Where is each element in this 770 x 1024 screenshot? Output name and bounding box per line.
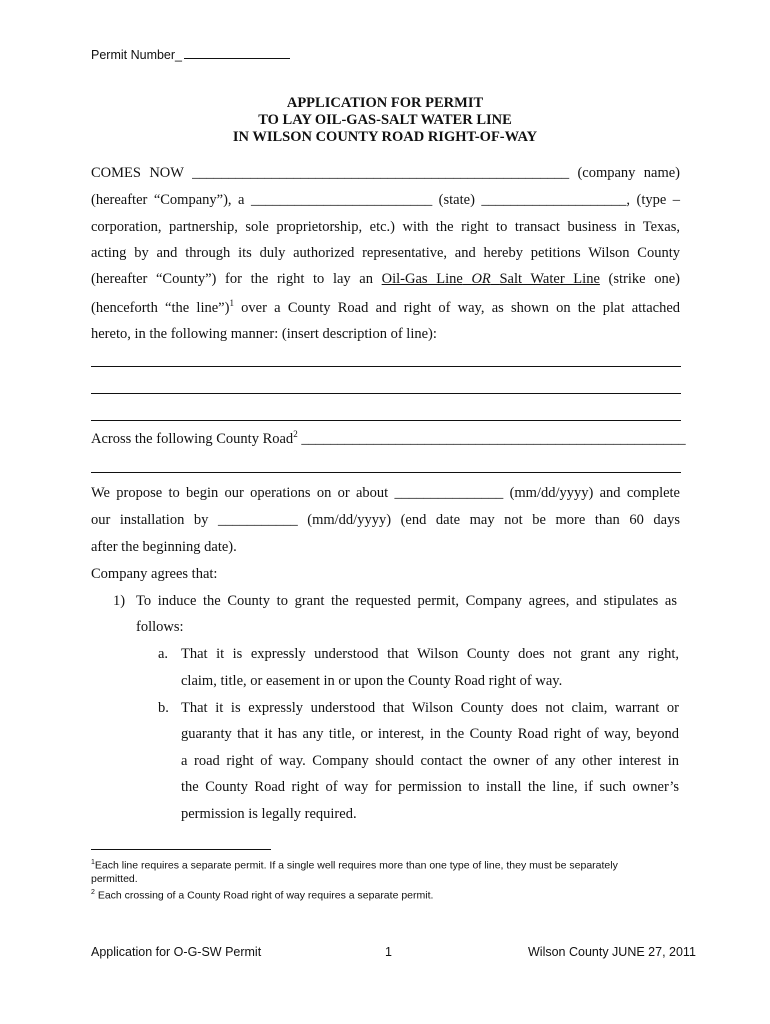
- body-line-7: hereto, in the following manner: (insert description of line):: [91, 326, 437, 342]
- title-line-2: TO LAY OIL-GAS-SALT WATER LINE: [258, 112, 512, 128]
- permit-number-blank[interactable]: [184, 48, 290, 59]
- item-a-line-1: That it is expressly understood that Wilson County does not grant any right,: [181, 646, 679, 662]
- county-road-blank[interactable]: _____________________________________________________: [301, 430, 686, 447]
- company-name-blank[interactable]: ____________________________________________________: [192, 165, 570, 181]
- oil-gas-line-option: Oil-Gas Line OR Salt Water Line: [381, 271, 600, 287]
- title-line-1: APPLICATION FOR PERMIT: [286, 95, 484, 111]
- footnote-1: $^1$Each line requires a separate permit. If a single well requires more than one type of line, they must be separately permitted.: [91, 859, 618, 885]
- county-road-line: Across the following County Road$^2$ _____________________________________________________: [91, 429, 686, 447]
- footnote-divider: [91, 849, 271, 850]
- footnote-ref-1: 1: [229, 298, 234, 308]
- description-line-1[interactable]: [91, 366, 681, 367]
- footer-date: Wilson County JUNE 27, 2011: [528, 945, 696, 959]
- footnote-ref-2: 2: [293, 429, 298, 439]
- item-b-line-2: guaranty that it has any title, or interest, in the County Road right of way, beyond: [181, 726, 679, 742]
- begin-date-line: We propose to begin our operations on or about _______________ (mm/dd/yyyy) and complete: [91, 485, 680, 501]
- body-line-3: corporation, partnership, sole proprietorship, etc.) with the right to transact business in Texas,: [91, 219, 680, 235]
- item-b-line-3: a road right of way. Company should contact the owner of any other interest in: [181, 753, 679, 769]
- item-b-line-5: permission is legally required.: [181, 806, 357, 822]
- page-number: 1: [385, 945, 392, 959]
- strike-one-line: (hereafter “County”) for the right to lay an Oil-Gas Line OR Salt Water Line (strike one): [91, 271, 681, 287]
- item-a-label: a.: [158, 646, 169, 662]
- permit-number-label: Permit Number_: [91, 48, 182, 62]
- title-line-3: IN WILSON COUNTY ROAD RIGHT-OF-WAY: [232, 129, 538, 145]
- item-b-line-1: That it is expressly understood that Wilson County does not claim, warrant or: [181, 700, 679, 716]
- company-agrees: Company agrees that:: [91, 566, 218, 582]
- body-line-6: (henceforth “the line”)$^1$ over a County Road and right of way, as shown on the plat attached: [91, 298, 681, 316]
- item-1-line-1: To induce the County to grant the requested permit, Company agrees, and stipulates as: [136, 593, 677, 609]
- footer-title: Application for O-G-SW Permit: [91, 945, 262, 959]
- description-line-3[interactable]: [91, 420, 681, 421]
- permit-number: [91, 48, 290, 62]
- footnote-2: $^2$ Each crossing of a County Road right of way requires a separate permit.: [91, 889, 434, 902]
- complete-date-blank[interactable]: ___________: [217, 512, 298, 528]
- item-b-line-4: the County Road right of way for permission to install the line, if such owner’s: [181, 779, 679, 795]
- company-state-blank[interactable]: _________________________: [250, 192, 433, 208]
- after-beginning-line: after the beginning date).: [91, 539, 237, 555]
- body-line-4: acting by and through its duly authorized representative, and hereby petitions Wilson County: [91, 245, 680, 261]
- item-b-label: b.: [158, 700, 169, 716]
- county-road-line-2[interactable]: [91, 472, 681, 473]
- comes-now-line: COMES NOW ____________________________________________________ (company name): [91, 165, 681, 181]
- item-1-number: 1): [113, 593, 126, 609]
- description-line-2[interactable]: [91, 393, 681, 394]
- item-1-line-2: follows:: [136, 619, 184, 635]
- company-state-line: (hereafter “Company”), a _________________________ (state) ____________________, (type –: [91, 192, 681, 208]
- item-a-line-2: claim, title, or easement in or upon the County Road right of way.: [181, 673, 563, 689]
- complete-date-line: our installation by ___________ (mm/dd/yyyy) (end date may not be more than 60 days: [91, 512, 681, 528]
- begin-date-blank[interactable]: _______________: [394, 485, 504, 501]
- company-type-blank[interactable]: ____________________: [481, 192, 627, 208]
